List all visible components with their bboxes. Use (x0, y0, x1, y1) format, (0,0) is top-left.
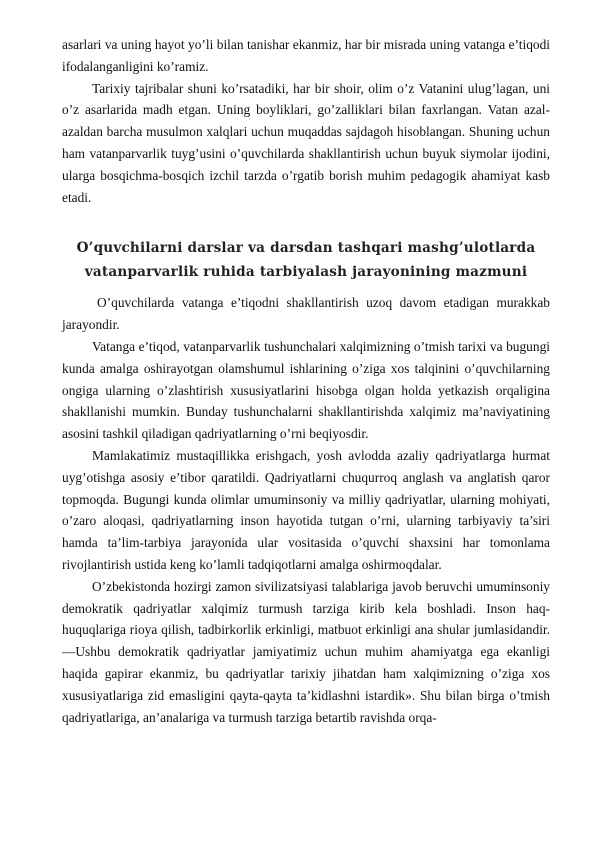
paragraph-historical-experience: Tarixiy tajribalar shuni ko’rsatadiki, har bir shoir, olim o’z Vatanini ulug’lagan, uni o’z asarlarida madh etgan. Uning boyliklari, go’zalliklari bilan faxrlangan. Vatan azal-azaldan barcha musulmon xalqlari uchun muqaddas sajdagoh hisoblangan. Shuning uchun ham vatanparvarlik tuyg’usini o’quvchilarda shakllantirish uchun buyuk siymolar ijodini, ularga bosqichma-bosqich izchil tarzda o’rgatib borish muhim pedagogik ahamiyat kasb etadi. (62, 80, 550, 205)
paragraph-complex-process: O’quvchilarda vatanga e’tiqodni shakllantirish uzoq davom etadigan murakkab jarayondir. (62, 295, 550, 333)
section-spacer (62, 208, 550, 230)
paragraph-independence-values: Mamlakatimiz mustaqillikka erishgach, yosh avlodda azaliy qadriyatlarga hurmat uyg’otishga asosiy e’tibor qaratildi. Qadriyatlarni chuqurroq anglash va anglatish qaror topmoqda. Bugungi kunda olimlar umuminsoniy va milliy qadriyatlar, ularning mohiyati, o’zaro aloqasi, qadriyatlarning inson hayotida tutgan o’rni, ularning tarbiyaviy ta’siri hamda ta’lim-tarbiya jarayonida ular vositasida o’quvchi shaxsini har tomonlama rivojlantirish ustida keng ko’lamli tadqiqotlarni amalga oshirmoqdalar. (62, 447, 550, 572)
section-heading (62, 236, 550, 284)
section-heading-line-2: vatanparvarlik ruhida tarbiyalash jarayonining mazmuni (84, 264, 528, 281)
paragraph-patriotism-concepts: Vatanga e’tiqod, vatanparvarlik tushunchalari xalqimizning o’tmish tarixi va bugungi kunda amalga oshirayotgan olamshumul ishlarining o’ziga xos talqinini o’quvchilarning ongiga ularning o’zlashtirish xususiyatlarini hisobga olgan holda yetkazish orqaligina shakllanishi mumkin. Bunday tushunchalarni shakllantirishda xalqimiz ma’naviyatining asosini tashkil qiladigan qadriyatlarning o’rni beqiyosdir. (62, 338, 550, 442)
section-heading-line-1: O’quvchilarni darslar va darsdan tashqari mashg’ulotlarda (76, 240, 536, 257)
paragraph-democratic-values: O’zbekistonda hozirgi zamon sivilizatsiyasi talablariga javob beruvchi umuminsoniy demokratik qadriyatlar xalqimiz turmush tarziga kirib kela boshladi. Inson haq-huquqlariga rioya qilish, tadbirkorlik erkinligi, matbuot erkinligi ana shular jumlasidandir. ―Ushbu demokratik qadriyatlar jamiyatimiz uchun muhim ahamiyatga ega ekanligi haqida gapirar ekanmiz, bu qadriyatlar tarixiy jihatdan ham xalqimizning o’ziga xos xususiyatlariga zid emasligini qayta-qayta ta’kidlashni istardik». Shu bilan birga o’tmish qadriyatlariga, an’analariga va turmush tarziga betartib ravishda orqa- (62, 578, 550, 725)
paragraph-intro-continuation: asarlari va uning hayot yo’li bilan tanishar ekanmiz, har bir misrada uning vatanga e’tiqodi ifodalanganligini ko’ramiz. (62, 37, 550, 74)
document-page (62, 34, 550, 728)
